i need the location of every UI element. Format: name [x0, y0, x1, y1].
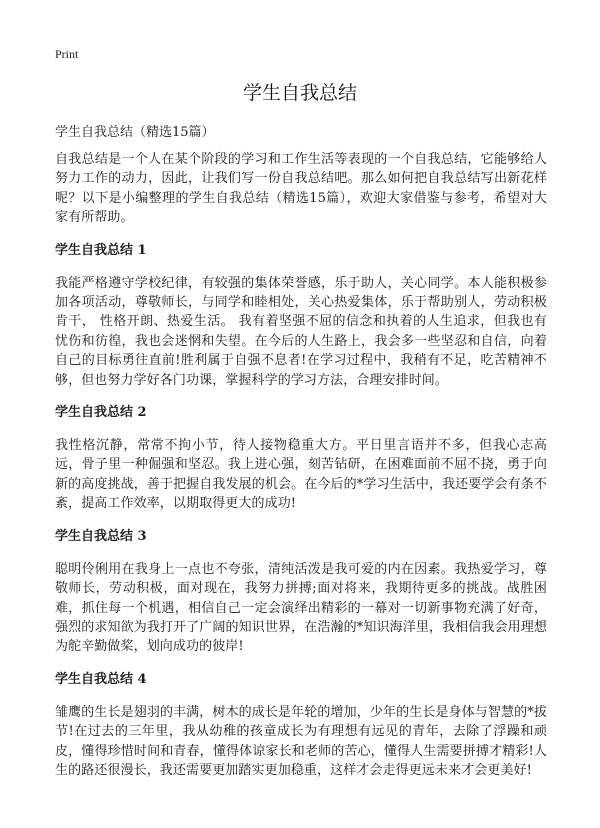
article-content: [55, 150, 547, 794]
section-body-2: 我性格沉静，常常不拘小节，待人接物稳重大方。平日里言语并不多，但我心志高远，骨子里一种倔强和坚忍。我上进心强，刻苦钻研，在困难面前不屈不挠，勇于向新的高度挑战，善于把握自我发展的机会。在今后的*学习生活中，我还要学会有条不紊，提高工作效率，以期取得更大的成功!: [55, 438, 547, 512]
section-heading-3: 学生自我总结 3: [55, 528, 147, 544]
section-body-1: 我能严格遵守学校纪律，有较强的集体荣誉感，乐于助人，关心同学。本人能积极参加各项活动，尊敬师长，与同学和睦相处，关心热爱集体，乐于帮助别人，劳动积极肯干， 性格开朗、热爱生活。 我有着坚强不屈的信念和执着的人生追求，但我也有忧伤和彷徨，我也会迷惘和失望。在今后的人生路上，我会多一些坚忍和自信，向着自己的目标勇往直前!胜利属于自强不息者!在学习过程中，我稍有不足，吃苦精神不够，但也努力学好各门功课，掌握科学的学习方法，合理安排时间。: [55, 275, 547, 388]
print-link[interactable]: Print: [55, 47, 79, 61]
page-title: 学生自我总结: [242, 82, 357, 104]
section-body-3: 聪明伶俐用在我身上一点也不夸张，清纯活泼是我可爱的内在因素。我热爱学习，尊敬师长，劳动积极，面对现在，我努力拼搏;面对将来，我期待更多的挑战。战胜困难，抓住每一个机遇，相信自己一定会演绎出精彩的一幕对一切新事物充满了好奇，强烈的求知欲为我打开了广阔的知识世界，在浩瀚的*知识海洋里，我相信我会用理想为舵辛勤做桨，划向成功的彼岸!: [55, 561, 547, 655]
section-body-4: 雏鹰的生长是翅羽的丰满，树木的成长是年轮的增加，少年的生长是身体与智慧的*拔节!在过去的三年里，我从幼稚的孩童成长为有理想有远见的青年，去除了浮躁和顽皮，懂得珍惜时间和青春，懂得体谅家长和老师的苦心，懂得人生需要拼搏才精彩!人生的路还很漫长，我还需要更加踏实更加稳重，这样才会走得更远未来才会更美好!: [55, 704, 547, 778]
intro-paragraph: 自我总结是一个人在某个阶段的学习和工作生活等表现的一个自我总结，它能够给人努力工作的动力，因此，让我们写一份自我总结吧。那么如何把自我总结写出新花样呢？以下是小编整理的学生自我总结（精选15篇），欢迎大家借鉴与参考，希望对大家有所帮助。: [55, 152, 547, 226]
section-heading-4: 学生自我总结 4: [55, 671, 147, 687]
document-subtitle: 学生自我总结（精选15篇）: [55, 125, 215, 140]
section-heading-1: 学生自我总结 1: [55, 242, 147, 258]
section-heading-2: 学生自我总结 2: [55, 405, 147, 421]
